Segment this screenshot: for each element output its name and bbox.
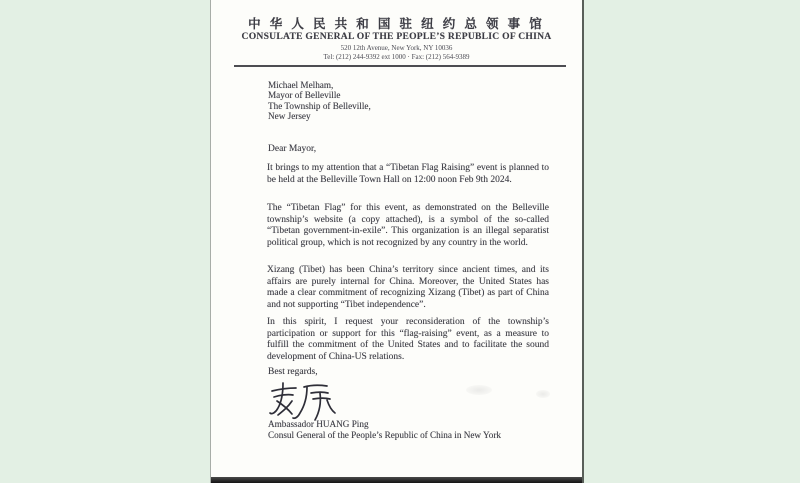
letterhead-contact: Tel: (212) 244-9392 ext 1000 · Fax: (212) 564-9389 [323,53,470,61]
body-paragraph-3: Xizang (Tibet) has been China’s territory since ancient times, and its affairs are purely internal for China. Moreover, the United States has made a clear commitment of recognizing Xizang (Tibet) as part of China and not supporting “Tibet independence”. [267,265,549,310]
recipient-org: The Township of Belleville, [268,100,371,111]
signer-name: Ambassador HUANG Ping [268,419,369,429]
signer-title: Consul General of the People’s Republic of China in New York [268,429,501,440]
closing-regards: Best regards, [268,367,318,377]
scan-smudge [466,385,492,395]
handwritten-signature-huang-ping [267,380,343,422]
letterhead-divider-rule [234,65,566,67]
letterhead-english-title: CONSULATE GENERAL OF THE PEOPLE’S REPUBLIC OF CHINA [241,31,552,42]
letter-page [210,0,584,483]
page-bottom-scan-edge [211,477,582,483]
body-paragraph-4: In this spirit, I request your reconsideration of the township’s participation or support for this “flag-raising” event, as a measure to fulfill the commitment of the United States and to facilitate the sound development of China-US relations. [267,317,549,362]
recipient-block [268,80,371,121]
body-paragraph-2: The “Tibetan Flag” for this event, as demonstrated on the Belleville township’s website (a copy attached), is a symbol of the so-called “Tibetan government-in-exile”. This organization is an illegal separatist political group, which is not recognized by any country in the world. [267,203,549,248]
letterhead-address: 520 12th Avenue, New York, NY 10036 [340,44,453,52]
body-paragraph-1: It brings to my attention that a “Tibetan Flag Raising” event is planned to be held at the Belleville Town Hall on 12:00 noon Feb 9th 2024. [267,163,549,185]
scan-smudge [536,390,550,398]
recipient-name: Michael Melham, [268,80,334,90]
recipient-role: Mayor of Belleville [268,90,341,101]
salutation: Dear Mayor, [268,144,317,154]
recipient-state: New Jersey [268,110,311,121]
letterhead-chinese-title: 中 华 人 民 共 和 国 驻 纽 约 总 领 事 馆 [248,17,545,31]
